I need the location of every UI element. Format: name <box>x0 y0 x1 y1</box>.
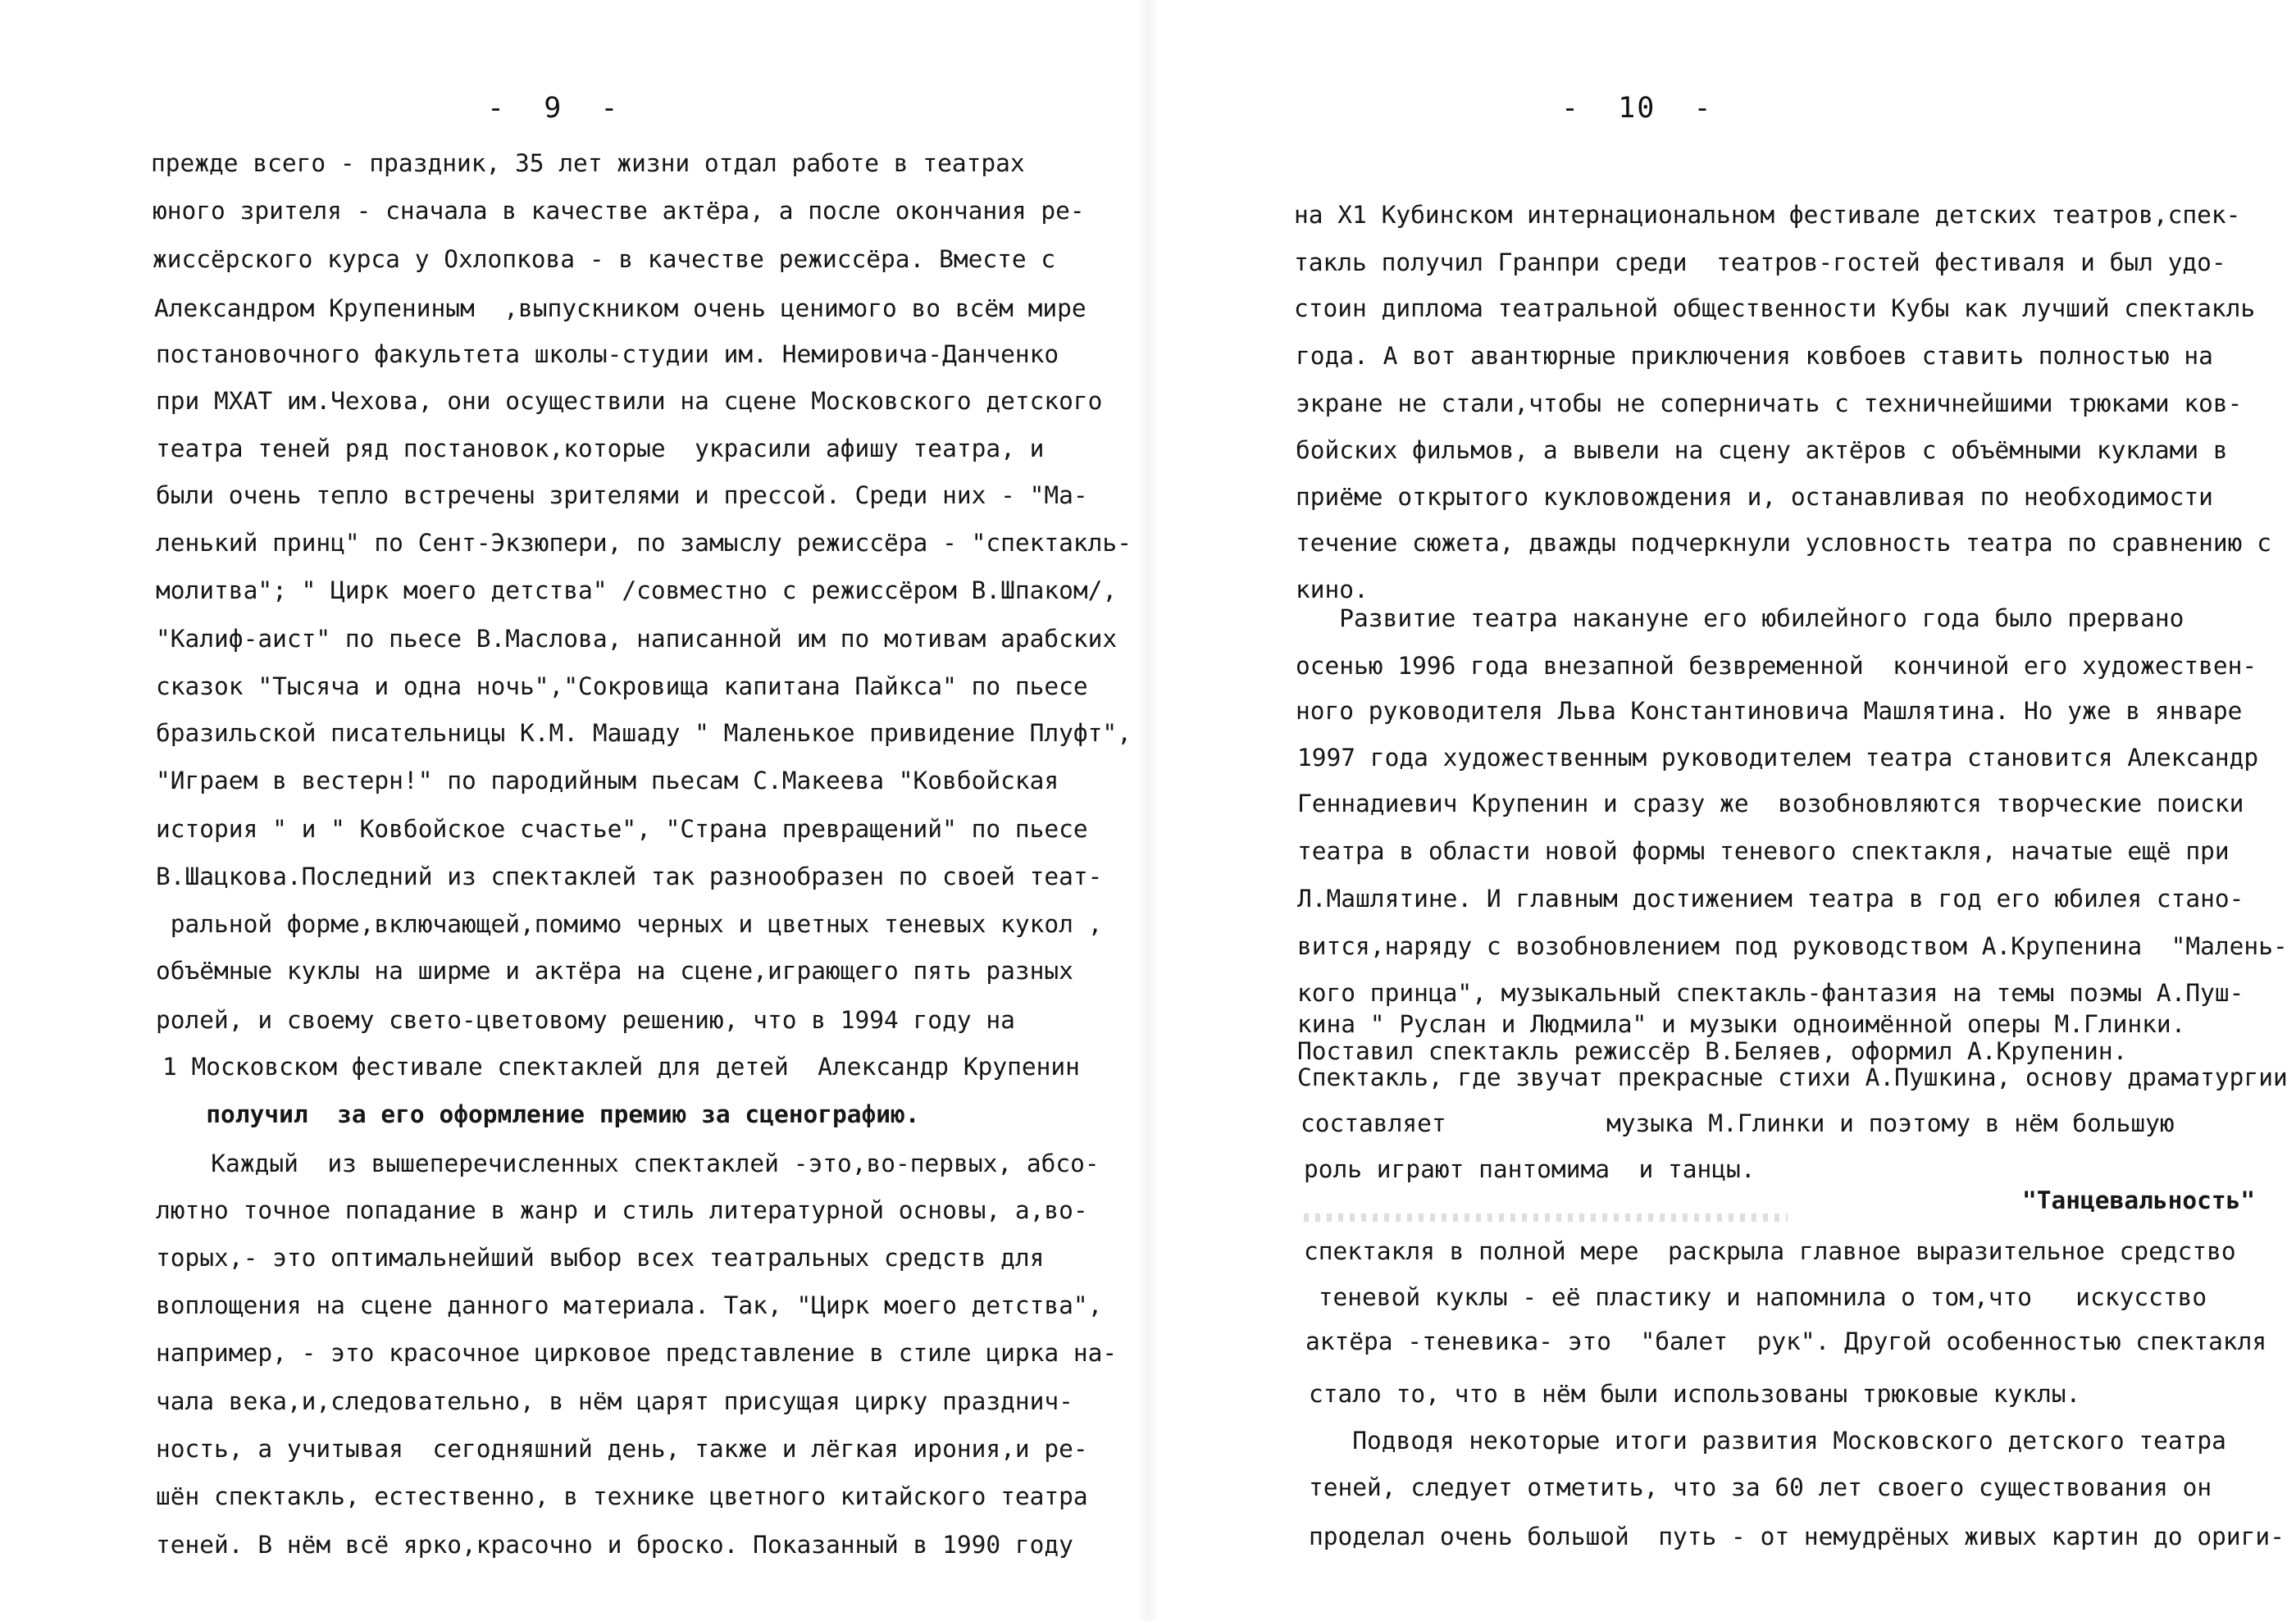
text-line: кого принца", музыкальный спектакль-фантазия на темы поэмы А.Пуш- <box>1297 979 2244 1007</box>
text-line: Александром Крупениным ,выпускником очень ценимого во всём мире <box>154 294 1086 322</box>
text-line: ролей, и своему свето-цветовому решению, что в 1994 году на <box>156 1006 1015 1034</box>
text-line: стало то, что в нём были использованы трюковые куклы. <box>1309 1380 2081 1408</box>
text-line: Подводя некоторые итоги развития Московского детского театра <box>1309 1427 2226 1455</box>
text-line: ного руководителя Льва Константиновича Машлятина. Но уже в январе <box>1296 697 2243 725</box>
text-line: кина " Руслан и Людмила" и музыки одноимённой оперы М.Глинки. <box>1297 1010 2186 1038</box>
text-line: экране не стали,чтобы не соперничать с техничнейшими трюками ков- <box>1296 389 2243 417</box>
text-line: история " и " Ковбойское счастье", "Страна превращений" по пьесе <box>156 815 1088 843</box>
text-line: сказок "Тысяча и одна ночь","Сокровища капитана Пайкса" по пьесе <box>156 672 1088 700</box>
text-line: Поставил спектакль режиссёр В.Беляев, оформил А.Крупенин. <box>1297 1037 2128 1065</box>
text-line: при МХАТ им.Чехова, они осуществили на сцене Московского детского <box>156 387 1103 415</box>
text-line: жиссёрского курса у Охлопкова - в качестве режиссёра. Вместе с <box>153 245 1056 273</box>
text-line: лютно точное попадание в жанр и стиль литературной основы, а,во- <box>156 1196 1088 1224</box>
text-line: Развитие театра накануне его юбилейного года было прервано <box>1296 604 2184 632</box>
text-line: например, - это красочное цирковое представление в стиле цирка на- <box>156 1339 1118 1367</box>
text-line: спектакля в полной мере раскрыла главное выразительное средство <box>1304 1237 2236 1265</box>
text-line: "Калиф-аист" по пьесе В.Маслова, написанной им по мотивам арабских <box>156 625 1118 653</box>
text-line: осенью 1996 года внезапной безвременной кончиной его художествен- <box>1296 652 2257 680</box>
text-line: теней, следует отметить, что за 60 лет своего существования он <box>1309 1473 2212 1501</box>
text-line: стоин диплома театральной общественности Кубы как лучший спектакль <box>1294 294 2256 322</box>
text-line: кино. <box>1296 576 1369 603</box>
text-line: театра теней ряд постановок,которые украсили афишу театра, и <box>156 435 1045 462</box>
text-line: объёмные куклы на ширме и актёра на сцене,играющего пять разных <box>156 957 1073 985</box>
text-line: на Х1 Кубинском интернациональном фестивале детских театров,спек- <box>1294 201 2241 229</box>
text-line: Спектакль, где звучат прекрасные стихи А.Пушкина, основу драматургии <box>1297 1063 2288 1091</box>
text-line: торых,- это оптимальнейший выбор всех театральных средств для <box>156 1244 1045 1272</box>
text-line: ральной форме,включающей,помимо черных и цветных теневых кукол , <box>156 910 1103 938</box>
text-line: воплощения на сцене данного материала. Так, "Цирк моего детства", <box>156 1291 1103 1319</box>
text-line: ность, а учитывая сегодняшний день, также и лёгкая ирония,и ре- <box>156 1435 1088 1463</box>
text-line: года. А вот авантюрные приключения ковбоев ставить полностью на <box>1296 342 2213 370</box>
page-number-right: - 10 - <box>1561 92 1713 125</box>
text-line: театра в области новой формы теневого спектакля, начатые ещё при <box>1297 837 2230 865</box>
erased-text-mark <box>1304 1213 1788 1222</box>
text-line: прежде всего - праздник, 35 лет жизни отдал работе в театрах <box>151 149 1025 177</box>
text-line: 1 Московском фестивале спектаклей для детей Александр Крупенин <box>162 1053 1080 1081</box>
text-line: вится,наряду с возобновлением под руководством А.Крупенина "Малень- <box>1297 932 2288 960</box>
text-line: приёме открытого кукловождения и, останавливая по необходимости <box>1296 483 2213 511</box>
page-number-left: - 9 - <box>487 92 620 125</box>
text-line: были очень тепло встречены зрителями и прессой. Среди них - "Ма- <box>156 481 1088 509</box>
right-page <box>1148 0 2296 1621</box>
text-line: течение сюжета, дважды подчеркнули условность театра по сравнению с <box>1296 529 2271 557</box>
text-line: "Танцевальность" <box>2022 1186 2256 1214</box>
text-line: Каждый из вышеперечисленных спектаклей -это,во-первых, абсо- <box>167 1150 1100 1177</box>
text-line: проделал очень большой путь - от немудрёных живых картин до ориги- <box>1309 1523 2285 1550</box>
text-line: составляет музыка М.Глинки и поэтому в нём большую <box>1301 1109 2175 1137</box>
text-line: такль получил Гранпри среди театров-гостей фестиваля и был удо- <box>1294 248 2226 276</box>
text-line: молитва"; " Цирк моего детства" /совместно с режиссёром В.Шпаком/, <box>156 576 1118 604</box>
text-line: чала века,и,следовательно, в нём царят присущая цирку празднич- <box>156 1387 1073 1415</box>
text-line: юного зрителя - сначала в качестве актёра, а после окончания ре- <box>153 197 1085 225</box>
text-line: бразильской писательницы К.М. Машаду " Маленькое привидение Плуфт", <box>156 719 1132 747</box>
text-line: теневой куклы - её пластику и напомнила о том,что искусство <box>1304 1283 2207 1311</box>
text-line: роль играют пантомима и танцы. <box>1304 1155 1756 1183</box>
text-line: шён спектакль, естественно, в технике цветного китайского театра <box>156 1482 1088 1510</box>
text-line: получил за его оформление премию за сценографию. <box>162 1100 920 1128</box>
text-line: "Играем в вестерн!" по пародийным пьесам С.Макеева "Ковбойская <box>156 767 1059 795</box>
text-line: Геннадиевич Крупенин и сразу же возобновляются творческие поиски <box>1297 790 2244 817</box>
text-line: бойских фильмов, а вывели на сцену актёров с объёмными куклами в <box>1296 436 2228 464</box>
text-line: теней. В нём всё ярко,красочно и броско. Показанный в 1990 году <box>156 1531 1073 1559</box>
text-line: постановочного факультета школы-студии им. Немировича-Данченко <box>156 340 1059 368</box>
text-line: актёра -теневика- это "балет рук". Другой особенностью спектакля <box>1305 1327 2267 1355</box>
text-line: В.Шацкова.Последний из спектаклей так разнообразен по своей теат- <box>156 863 1103 890</box>
text-line: 1997 года художественным руководителем театра становится Александр <box>1297 744 2259 772</box>
text-line: Л.Машлятине. И главным достижением театра в год его юбилея стано- <box>1297 885 2244 913</box>
text-line: ленький принц" по Сент-Экзюпери, по замыслу режиссёра - "спектакль- <box>156 529 1132 557</box>
